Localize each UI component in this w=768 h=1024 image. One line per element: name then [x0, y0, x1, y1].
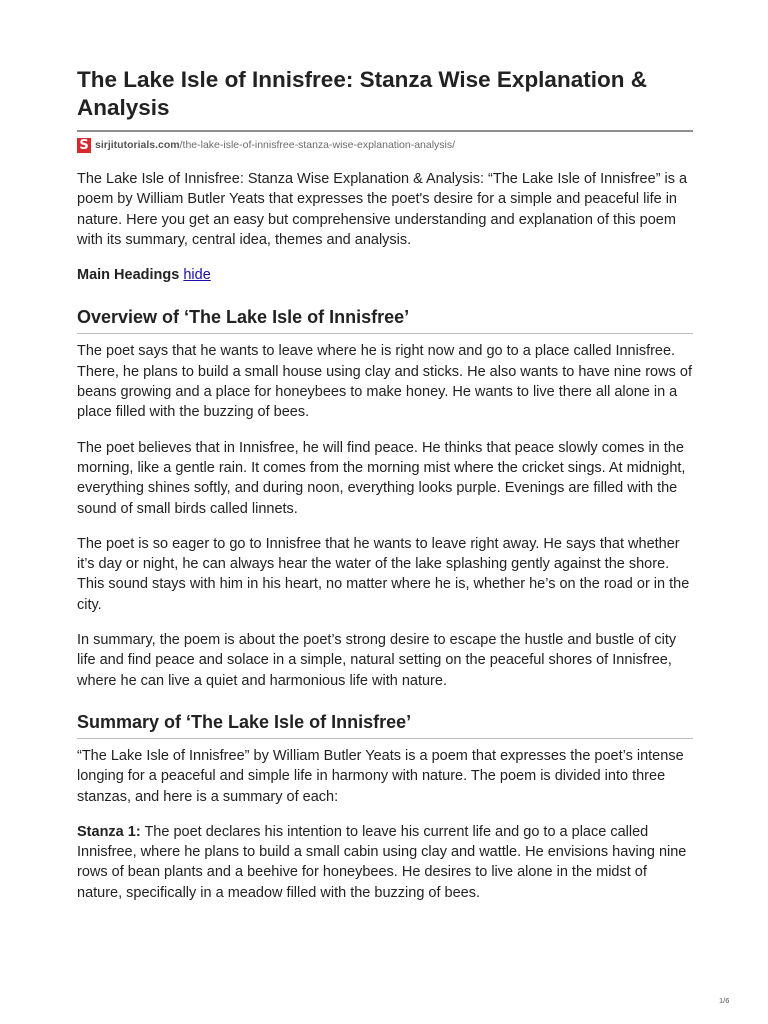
stanza-1-label: Stanza 1:	[77, 823, 141, 840]
overview-paragraph-2: The poet believes that in Innisfree, he will find peace. He thinks that peace slowly comes in the morning, like a gentle rain. It comes from the morning mist where the cricket sings. At midnight, everything shines softly, and during noon, everything looks purple. Evenings are filled with the sound of small birds called linnets.	[77, 439, 686, 517]
page-number: 1/6	[719, 996, 730, 1005]
intro-paragraph: The Lake Isle of Innisfree: Stanza Wise Explanation & Analysis: “The Lake Isle of Innisfree” is a poem by William Butler Yeats that expresses the poet's desire for a simple and peaceful life in nature. Here you get an easy but comprehensive understanding and explanation of this poem with its summary, central idea, themes and analysis.	[77, 171, 688, 248]
source-path[interactable]: /the-lake-isle-of-innisfree-stanza-wise-explanation-analysis/	[179, 139, 456, 151]
source-domain[interactable]: sirjitutorials.com	[95, 139, 180, 151]
source-url	[77, 136, 693, 154]
overview-paragraph-4: In summary, the poem is about the poet’s strong desire to escape the hustle and bustle of city life and find peace and solace in a simple, natural setting on the peaceful shores of Innisfree, where he can live a quiet and harmonious life with nature.	[77, 632, 677, 689]
site-logo-icon: S	[77, 138, 91, 153]
overview-heading: Overview of ‘The Lake Isle of Innisfree’	[77, 305, 693, 334]
overview-paragraph-1: The poet says that he wants to leave where he is right now and go to a place called Innisfree. There, he plans to build a small house using clay and sticks. He also wants to have nine rows of beans growing and a place for honeybees to make honey. He wants to live there all alone in a place filled with the buzzing of bees.	[77, 343, 692, 421]
stanza-1-text: The poet declares his intention to leave his current life and go to a place called Innisfree, where he plans to build a small cabin using clay and wattle. He envisions having nine rows of bean plants and a beehive for honeybees. He desires to live alone in the midst of nature, specifically in a meadow filled with the buzzing of bees.	[77, 823, 687, 901]
overview-paragraph-3: The poet is so eager to go to Innisfree that he wants to leave right away. He says that whether it’s day or night, he can always hear the water of the lake splashing gently against the shore. This sound stays with him in his heart, no matter where he is, whether he’s on the road or in the city.	[77, 535, 690, 613]
main-headings	[77, 265, 693, 285]
main-headings-label: Main Headings	[77, 267, 180, 284]
article-title: The Lake Isle of Innisfree: Stanza Wise Explanation & Analysis	[77, 66, 693, 132]
hide-link[interactable]: hide	[183, 267, 211, 284]
document-page	[77, 0, 693, 903]
stanza-1-paragraph	[77, 822, 693, 903]
summary-intro: “The Lake Isle of Innisfree” by William Butler Yeats is a poem that expresses the poet’s intense longing for a peaceful and simple life in harmony with nature. The poem is divided into three stanzas, and here is a summary of each:	[77, 747, 684, 805]
summary-heading: Summary of ‘The Lake Isle of Innisfree’	[77, 710, 693, 739]
